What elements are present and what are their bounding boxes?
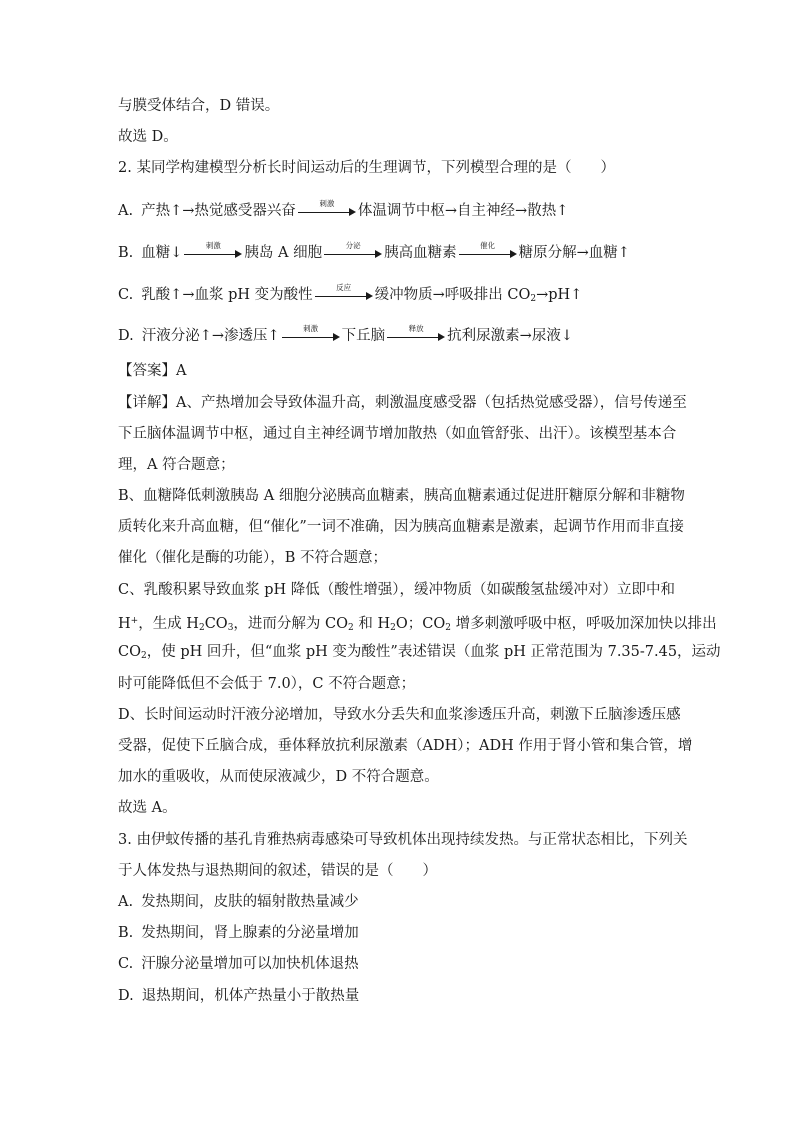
arrow-label: 催化 — [480, 241, 496, 250]
option-label: B. — [118, 245, 134, 261]
option-text: 发热期间，皮肤的辐射散热量减少 — [141, 894, 359, 910]
chem-text: H — [118, 616, 131, 632]
chem-text: CO — [118, 644, 141, 660]
labeled-arrow — [296, 201, 358, 221]
subscript: 2 — [445, 623, 451, 633]
option-text: 糖原分解→血糖↑ — [518, 245, 630, 261]
option-text: 体温调节中枢→自主神经→散热↑ — [357, 203, 569, 219]
option-text: 胰岛 A 细胞 — [244, 245, 323, 261]
option-text: 汗腺分泌量增加可以加快机体退热 — [141, 956, 359, 972]
q3-option-c — [118, 954, 359, 974]
option-label: A. — [118, 203, 134, 219]
q2-option-b — [118, 243, 630, 263]
q3-option-b — [118, 923, 359, 943]
question-2-stem: 2. 某同学构建模型分析长时间运动后的生理调节，下列模型合理的是（ ） — [118, 160, 615, 176]
chem-text: 和 H — [353, 616, 391, 632]
option-label: C. — [118, 287, 134, 303]
arrow-label: 反应 — [336, 283, 352, 292]
arrow-head-icon — [510, 250, 517, 258]
question-3-stem: 3. 由伊蚊传播的基孔肯雅热病毒感染可导致机体出现持续发热。与正常状态相比，下列关 — [118, 832, 688, 848]
option-text: 血糖↓ — [141, 245, 183, 261]
arrow-label: 刺激 — [205, 241, 221, 250]
q2-option-c — [118, 285, 582, 309]
subscript: 2 — [140, 651, 147, 661]
option-text: 胰高血糖素 — [384, 245, 457, 261]
chem-text: ，进而分解为 CO — [233, 616, 349, 632]
explain-line: 理，A 符合题意； — [118, 457, 235, 473]
chem-text: 增多刺激呼吸中枢，呼吸加深加快以排出 — [450, 616, 717, 632]
option-label: B. — [118, 925, 134, 941]
q3-option-a — [118, 892, 359, 912]
text-line: 故选 D。 — [118, 129, 178, 145]
text-line: 故选 A。 — [118, 800, 177, 816]
labeled-arrow — [322, 243, 384, 263]
subscript: 2 — [348, 623, 354, 633]
explain-head: 【详解】 — [118, 395, 176, 411]
subscript: 3 — [227, 623, 234, 633]
option-text: 退热期间，机体产热量小于散热量 — [141, 988, 360, 1004]
labeled-arrow — [182, 243, 244, 263]
option-text: 发热期间，肾上腺素的分泌量增加 — [141, 925, 359, 941]
option-text: 乳酸↑→血浆 pH 变为酸性 — [141, 287, 313, 303]
q2-option-a — [118, 201, 568, 221]
arrow-label: 刺激 — [319, 199, 335, 208]
chem-text: ，生成 H — [138, 616, 199, 632]
arrow-label: 刺激 — [303, 324, 319, 333]
arrow-head-icon — [333, 333, 340, 341]
option-text: →pH↑ — [536, 287, 583, 303]
labeled-arrow — [457, 243, 519, 263]
question-3-stem: 于人体发热与退热期间的叙述，错误的是（ ） — [118, 863, 437, 879]
option-text: 抗利尿激素→尿液↓ — [447, 328, 573, 344]
arrow-head-icon — [366, 292, 373, 300]
explain-line: C、乳酸积累导致血浆 pH 降低（酸性增强），缓冲物质（如碳酸氢盐缓冲对）立即中和 — [118, 582, 675, 598]
explain-line — [118, 393, 687, 413]
option-text: 下丘脑 — [341, 328, 386, 344]
text-line: 与膜受体结合，D 错误。 — [118, 98, 280, 114]
option-text: 缓冲物质→呼吸排出 CO — [374, 287, 531, 303]
explain-line: 催化（催化是酶的功能），B 不符合题意； — [118, 550, 388, 566]
arrow-head-icon — [375, 250, 382, 258]
arrow-label: 释放 — [408, 324, 424, 333]
explain-line: 受器，促使下丘脑合成，垂体释放抗利尿激素（ADH）；ADH 作用于肾小管和集合管，增 — [118, 738, 693, 754]
option-label: D. — [118, 328, 134, 344]
explain-line: 加水的重吸收，从而使尿液减少，D 不符合题意。 — [118, 769, 439, 785]
labeled-arrow — [280, 326, 342, 346]
explain-line: D、长时间运动时汗液分泌增加，导致水分丢失和血浆渗透压升高，刺激下丘脑渗透压感 — [118, 707, 681, 723]
arrow-head-icon — [438, 333, 445, 341]
q2-option-d — [118, 326, 573, 346]
arrow-label: 分泌 — [345, 241, 361, 250]
labeled-arrow — [313, 285, 375, 305]
option-label: C. — [118, 956, 134, 972]
explain-line — [118, 642, 721, 666]
arrow-head-icon — [349, 208, 356, 216]
chem-text: ，使 pH 回升，但“血浆 pH 变为酸性”表述错误（血浆 pH 正常范围为 7.35-7.45，运动 — [146, 644, 721, 660]
explain-text: A、产热增加会导致体温升高，刺激温度感受器（包括热觉感受器），信号传递至 — [176, 395, 687, 411]
option-label: A. — [118, 894, 134, 910]
arrow-head-icon — [235, 250, 242, 258]
subscript: 2 — [530, 294, 537, 304]
option-text: 产热↑→热觉感受器兴奋 — [141, 203, 296, 219]
labeled-arrow — [385, 326, 447, 346]
superscript: + — [130, 616, 139, 626]
subscript: 2 — [390, 623, 396, 633]
chem-text: CO — [204, 616, 228, 632]
subscript: 2 — [198, 623, 205, 633]
explain-line: 下丘脑体温调节中枢，通过自主神经调节增加散热（如血管舒张、出汗）。该模型基本合 — [118, 426, 677, 442]
explain-line: 时可能降低但不会低于 7.0），C 不符合题意； — [118, 676, 416, 692]
option-text: 汗液分泌↑→渗透压↑ — [141, 328, 280, 344]
option-label: D. — [118, 988, 134, 1004]
explain-line: B、血糖降低刺激胰岛 A 细胞分泌胰高血糖素，胰高血糖素通过促进肝糖原分解和非糖物 — [118, 488, 685, 504]
q3-option-d — [118, 986, 359, 1006]
answer-line: 【答案】A — [118, 363, 187, 379]
explain-line — [118, 611, 717, 638]
explain-line: 质转化来升高血糖，但“催化”一词不准确，因为胰高血糖素是激素，起调节作用而非直接 — [118, 519, 684, 535]
chem-text: O；CO — [395, 616, 446, 632]
